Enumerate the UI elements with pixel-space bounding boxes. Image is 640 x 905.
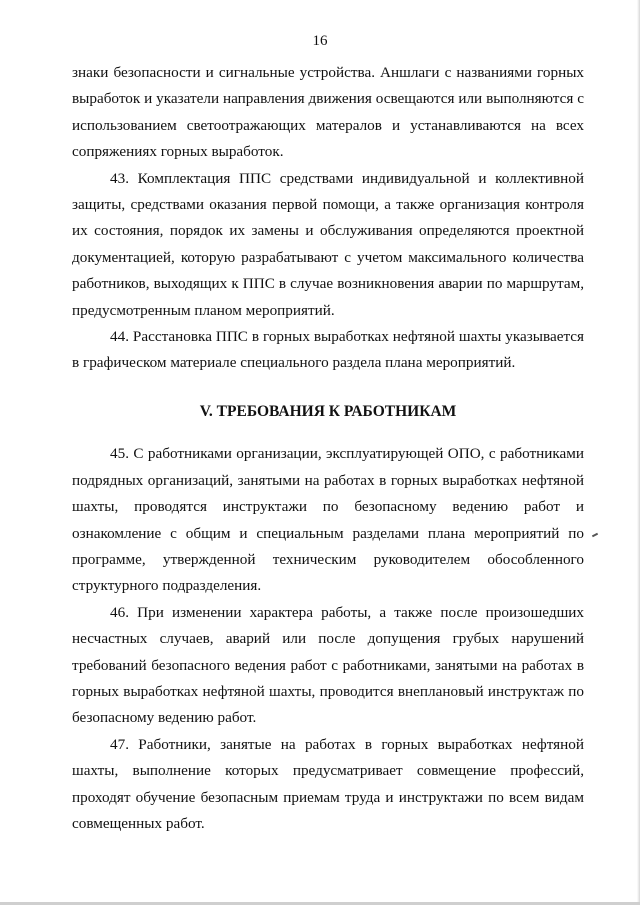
paragraph-46: 46. При изменении характера работы, а также после произошедших несчастных случаев, аварий или после допущения грубых нарушений требований безопасного ведения работ с работниками, занятыми на работах в горных выработках нефтяной шахты, проводится внеплановый инструктаж по безопасному ведению работ. [72, 603, 584, 727]
paragraph-43: 43. Комплектация ППС средствами индивидуальной и коллективной защиты, средствами оказания первой помощи, а также организация контроля их состояния, порядок их замены и обслуживания определяются проектной документацией, которую разрабатывают с учетом максимального количества работников, выходящих к ППС в случае возникновения аварии по маршрутам, предусмотренным планом мероприятий. [72, 169, 584, 319]
paragraph-47: 47. Работники, занятые на работах в горных выработках нефтяной шахты, выполнение которых предусматривает совмещение профессий, проходят обучение безопасным приемам труда и инструктажи по всем видам совмещенных работ. [72, 735, 584, 832]
document-body [72, 60, 584, 837]
paragraph-continuation: знаки безопасности и сигнальные устройства. Аншлаги с названиями горных выработок и указатели направления движения освещаются или выполняются с использованием светоотражающих матералов и устанавливаются на всех сопряжениях горных выработок. [72, 64, 584, 161]
paragraph-45: 45. С работниками организации, эксплуатирующей ОПО, с работниками подрядных организаций, занятыми на работах в горных выработках нефтяной шахты, проводятся инструктажи по безопасному ведению работ и ознакомление с общим и специальным разделами плана мероприятий по программе, утвержденной техническим руководителем обособленного структурного подразделения. [72, 445, 584, 595]
paragraph-44: 44. Расстановка ППС в горных выработках нефтяной шахты указывается в графическом материале специального раздела плана мероприятий. [72, 328, 584, 372]
section-heading: V. ТРЕБОВАНИЯ К РАБОТНИКАМ [199, 402, 457, 420]
page-number: 16 [312, 33, 328, 49]
scan-artifact [592, 533, 598, 538]
